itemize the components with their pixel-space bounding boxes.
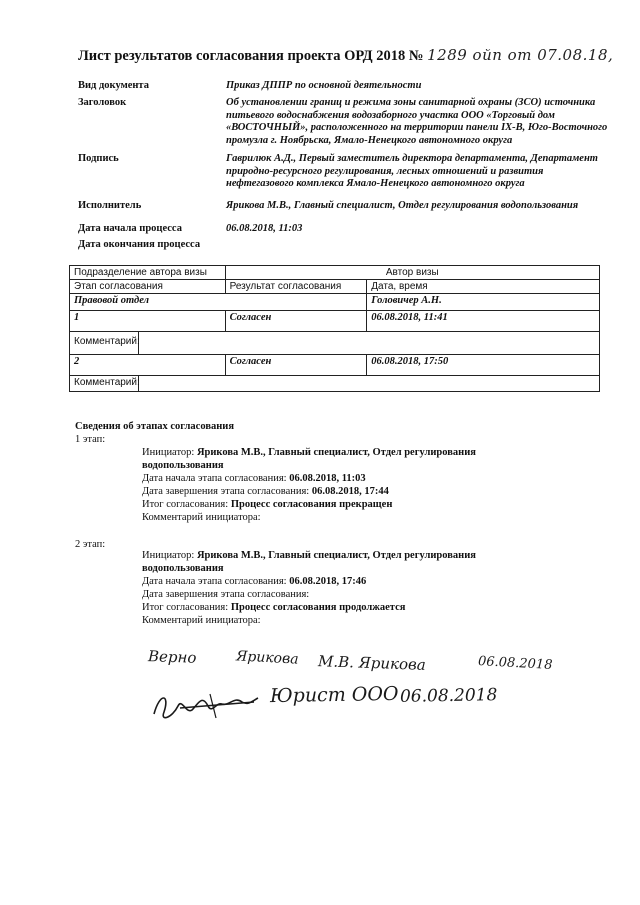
handwritten-date-1: 06.08.2018 [477, 654, 553, 673]
stage-1-label: 1 этап: [75, 434, 106, 445]
stage-2-end: Дата завершения этапа согласования: [142, 589, 310, 600]
header-department: Подразделение автора визы [70, 266, 226, 280]
stages-section-title: Сведения об этапах согласования [75, 421, 235, 432]
stage-datetime: 06.08.2018, 17:50 [367, 355, 600, 376]
executor-value: Ярикова М.В., Главный специалист, Отдел регулирования водопользования [226, 200, 579, 211]
subheader-datetime: Дата, время [367, 280, 600, 294]
handwritten-name: М.В. Ярикова [317, 652, 427, 674]
subheader-stage: Этап согласования [70, 280, 226, 294]
stage-1-start: Дата начала этапа согласования: 06.08.2018, 11:03 [142, 473, 366, 484]
visa-subheader-row [70, 280, 600, 294]
stage-row [70, 355, 600, 376]
stage-1-end: Дата завершения этапа согласования: 06.08.2018, 17:44 [142, 486, 389, 497]
comment-row [70, 332, 600, 355]
stage-2-initiator-cont: водопользования [142, 563, 224, 574]
stage-2-result: Итог согласования: Процесс согласования продолжается [142, 602, 406, 613]
doc-type-value: Приказ ДППР по основной деятельности [226, 80, 422, 91]
stage-1-details [142, 446, 562, 524]
comment-label: Комментарий: [70, 376, 139, 391]
visa-table [69, 265, 600, 392]
process-start-label: Дата начала процесса [78, 223, 182, 234]
doc-type-label: Вид документа [78, 80, 149, 91]
executor-label: Исполнитель [78, 200, 142, 211]
handwritten-registration-number: 1289 ойп от 07.08.18, [427, 46, 614, 64]
comment-value [139, 332, 599, 354]
signer-label: Подпись [78, 153, 119, 164]
department-row [70, 294, 600, 311]
stage-1-result: Итог согласования: Процесс согласования прекращен [142, 499, 393, 510]
comment-value [139, 376, 599, 391]
stage-result: Согласен [225, 311, 367, 332]
stage-1-initiator-cont: водопользования [142, 460, 224, 471]
handwritten-date-2: 06.08.2018 [399, 685, 498, 707]
visa-header-row [70, 266, 600, 280]
process-end-label: Дата окончания процесса [78, 239, 201, 250]
stage-row [70, 311, 600, 332]
subheader-result: Результат согласования [225, 280, 367, 294]
handwritten-initial-signature: Ярикова [235, 648, 299, 668]
visa-author-name: Головичер А.Н. [367, 294, 600, 311]
stage-2-label: 2 этап: [75, 539, 106, 550]
header-author: Автор визы [225, 266, 599, 280]
comment-row [70, 376, 600, 392]
stage-2-start: Дата начала этапа согласования: 06.08.2018, 17:46 [142, 576, 367, 587]
stage-2-details [142, 549, 562, 627]
stage-number: 2 [70, 355, 226, 376]
heading-label: Заголовок [78, 97, 127, 108]
stage-1-comment: Комментарий инициатора: [142, 512, 261, 523]
stage-datetime: 06.08.2018, 11:41 [367, 311, 600, 332]
department-name: Правовой отдел [70, 294, 367, 311]
title-text: Лист результатов согласования проекта ОРД 2018 № [78, 48, 424, 64]
comment-label: Комментарий: [70, 332, 139, 354]
document-title [78, 46, 613, 65]
handwritten-position: Юрист ООО [269, 682, 399, 708]
stage-result: Согласен [225, 355, 367, 376]
heading-value: Об установлении границ и режима зоны санитарной охраны (ЗСО) источника питьевого водоснабжения водозаборного участка ООО «Торговый дом «ВОСТОЧНЫЙ», расположенного на территории панели IX-B, Юго-Восточного промузла г. Ноябрьска, Ямало-Ненецкого автономного округа [226, 97, 608, 146]
stage-number: 1 [70, 311, 226, 332]
handwritten-verno: Верно [147, 647, 197, 667]
process-start-value: 06.08.2018, 11:03 [226, 223, 303, 234]
handwritten-signature-scribble [150, 684, 262, 726]
stage-1-initiator: Инициатор: Ярикова М.В., Главный специалист, Отдел регулирования [142, 447, 476, 458]
stage-2-initiator: Инициатор: Ярикова М.В., Главный специалист, Отдел регулирования [142, 550, 476, 561]
signer-value: Гаврилюк А.Д., Первый заместитель директора департамента, Департамент природно-ресурсного регулирования, лесных отношений и развития нефтегазового комплекса Ямало-Ненецкого автономного округа [226, 153, 598, 189]
stage-2-comment: Комментарий инициатора: [142, 615, 261, 626]
